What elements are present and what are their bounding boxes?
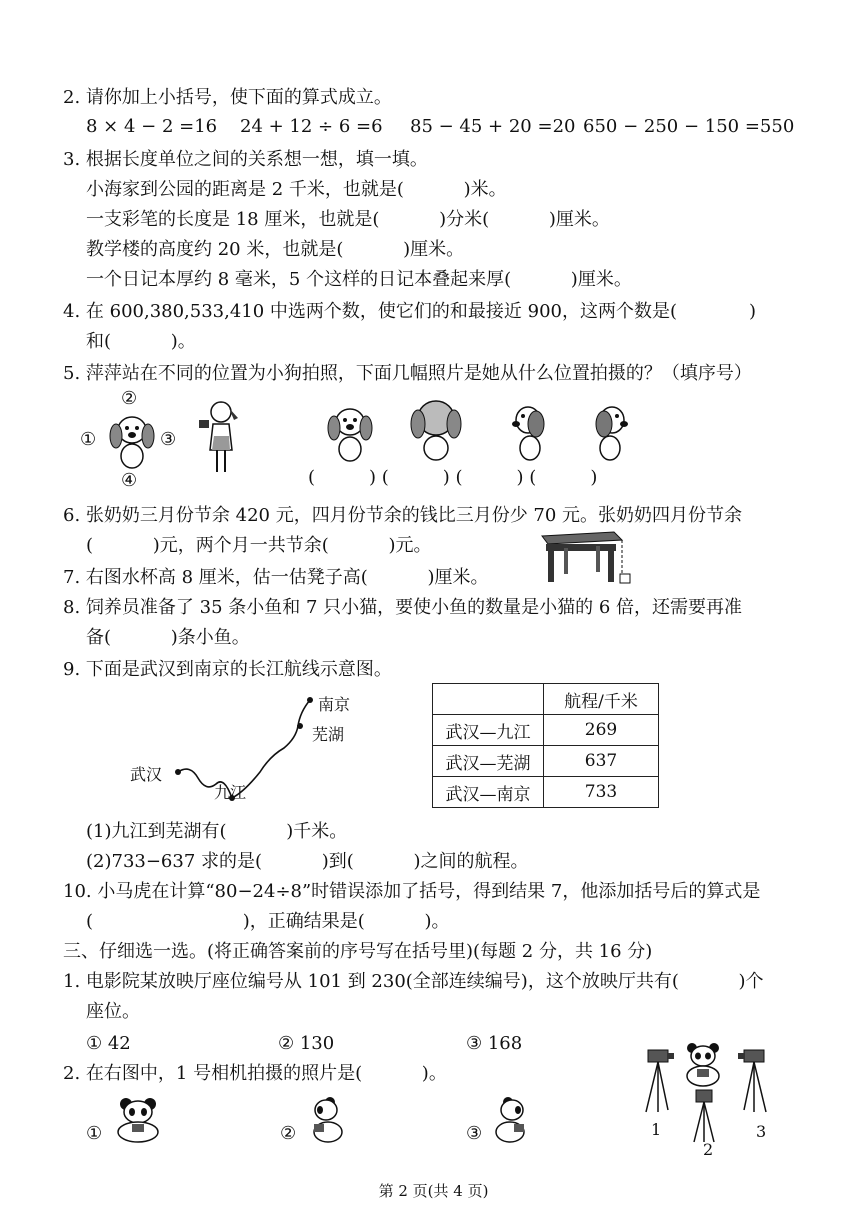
q4-line-1: 4. 在 600,380,533,410 中选两个数，使它们的和最接近 900，这两个数是( ): [63, 301, 757, 322]
q3-line-1: 小海家到公园的距离是 2 千米，也就是( )米。: [86, 179, 507, 200]
s3q2-option-1: ①: [86, 1123, 103, 1144]
q2-equation-3: 85 − 45 + 20 =20: [410, 116, 576, 137]
dog-photo-front-icon: [322, 402, 378, 464]
panda-photo-front-icon: [112, 1094, 164, 1144]
q2-equation-4: 650 − 250 − 150 =550: [583, 116, 795, 137]
s3q1-line-2: 座位。: [86, 1001, 140, 1022]
position-label-3: ③: [160, 429, 177, 450]
s3q2-option-3: ③: [466, 1123, 483, 1144]
q5-answer-blanks: ( ) ( ) ( ) ( ): [308, 467, 598, 488]
q7-text: 7. 右图水杯高 8 厘米，估一估凳子高( )厘米。: [63, 567, 489, 588]
map-label-jiujiang: 九江: [214, 783, 247, 802]
table-cell-route: 武汉—九江: [433, 715, 544, 746]
girl-photographer-icon: [196, 398, 242, 478]
table-header-row: [433, 684, 659, 715]
q10-line-1: 10. 小马虎在计算“80−24÷8”时错误添加了括号，得到结果 7，他添加括号后的算式是: [63, 881, 761, 902]
panda-model-icon: [687, 1043, 719, 1086]
stool-and-cup-icon: [536, 528, 636, 586]
q6-line-2: ( )元，两个月一共节余( )元。: [86, 535, 432, 556]
position-label-1: ①: [80, 429, 97, 450]
route-distance-table: [432, 683, 659, 808]
q3-line-2: 一支彩笔的长度是 18 厘米，也就是( )分米( )厘米。: [86, 209, 610, 230]
camera-label-1: 1: [651, 1120, 662, 1139]
q3-line-3: 教学楼的高度约 20 米，也就是( )厘米。: [86, 239, 465, 260]
q9-text: 9. 下面是武汉到南京的长江航线示意图。: [63, 659, 392, 680]
table-row: [433, 777, 659, 808]
section-3-title: 三、仔细选一选。(将正确答案前的序号写在括号里)(每题 2 分，共 16 分): [63, 941, 653, 962]
position-label-4: ④: [121, 470, 138, 491]
q9-sub-2: (2)733−637 求的是( )到( )之间的航程。: [86, 851, 529, 872]
s3q1-line-1: 1. 电影院某放映厅座位编号从 101 到 230(全部连续编号)，这个放映厅共有( )个: [63, 971, 764, 992]
camera-label-3: 3: [756, 1122, 767, 1141]
table-header-distance: 航程/千米: [544, 684, 659, 715]
q2-equation-2: 24 + 12 ÷ 6 =6: [240, 116, 383, 137]
q8-line-1: 8. 饲养员准备了 35 条小鱼和 7 只小猫，要使小鱼的数量是小猫的 6 倍，还需要再准: [63, 597, 743, 618]
map-label-nanjing: 南京: [318, 695, 351, 714]
map-label-wuhan: 武汉: [130, 765, 163, 784]
s3q1-option-3: ③ 168: [466, 1033, 523, 1054]
table-cell-route: 武汉—南京: [433, 777, 544, 808]
camera-label-2: 2: [703, 1140, 714, 1159]
dog-position-diagram: [80, 388, 190, 493]
dog-photo-side-left-icon: [504, 400, 552, 464]
q4-line-2: 和( )。: [86, 331, 196, 352]
q2-text: 2. 请你加上小括号，使下面的算式成立。: [63, 87, 392, 108]
dog-photo-back-icon: [406, 396, 466, 464]
q8-line-2: 备( )条小鱼。: [86, 627, 250, 648]
q3-line-4: 一个日记本厚约 8 毫米，5 个这样的日记本叠起来厚( )厘米。: [86, 269, 632, 290]
camera-3-icon: [738, 1050, 766, 1112]
map-label-wuhu: 芜湖: [312, 725, 345, 744]
s3q1-option-1: ① 42: [86, 1033, 131, 1054]
q9-sub-1: (1)九江到芜湖有( )千米。: [86, 821, 348, 842]
table-cell-distance: 269: [544, 715, 659, 746]
nanjing-dot: [307, 697, 313, 703]
q6-line-1: 6. 张奶奶三月份节余 420 元，四月份节余的钱比三月份少 70 元。张奶奶四月份节余: [63, 505, 743, 526]
s3q2-option-2: ②: [280, 1123, 297, 1144]
q3-text: 3. 根据长度单位之间的关系想一想，填一填。: [63, 149, 428, 170]
wuhan-dot: [175, 769, 181, 775]
dog-front-icon: [104, 410, 160, 470]
position-label-2: ②: [121, 388, 138, 409]
s3q2-text: 2. 在右图中，1 号相机拍摄的照片是( )。: [63, 1063, 447, 1084]
camera-1-icon: [646, 1050, 674, 1112]
page-footer: 第 2 页(共 4 页): [378, 1182, 489, 1200]
panda-photo-side-left-icon: [306, 1094, 346, 1144]
s3q1-option-2: ② 130: [278, 1033, 335, 1054]
q2-equation-1: 8 × 4 − 2 =16: [86, 116, 218, 137]
q5-text: 5. 萍萍站在不同的位置为小狗拍照，下面几幅照片是她从什么位置拍摄的？（填序号）: [63, 363, 752, 384]
table-cell-distance: 733: [544, 777, 659, 808]
table-row: [433, 746, 659, 777]
panda-photo-side-right-icon: [492, 1094, 532, 1144]
table-cell-distance: 637: [544, 746, 659, 777]
table-header-route: [433, 684, 544, 715]
table-cell-route: 武汉—芜湖: [433, 746, 544, 777]
wuhu-dot: [297, 723, 303, 729]
q10-line-2: ( )，正确结果是( )。: [86, 911, 450, 932]
table-row: [433, 715, 659, 746]
camera-2-icon: [694, 1090, 714, 1142]
dog-photo-side-right-icon: [588, 400, 636, 464]
